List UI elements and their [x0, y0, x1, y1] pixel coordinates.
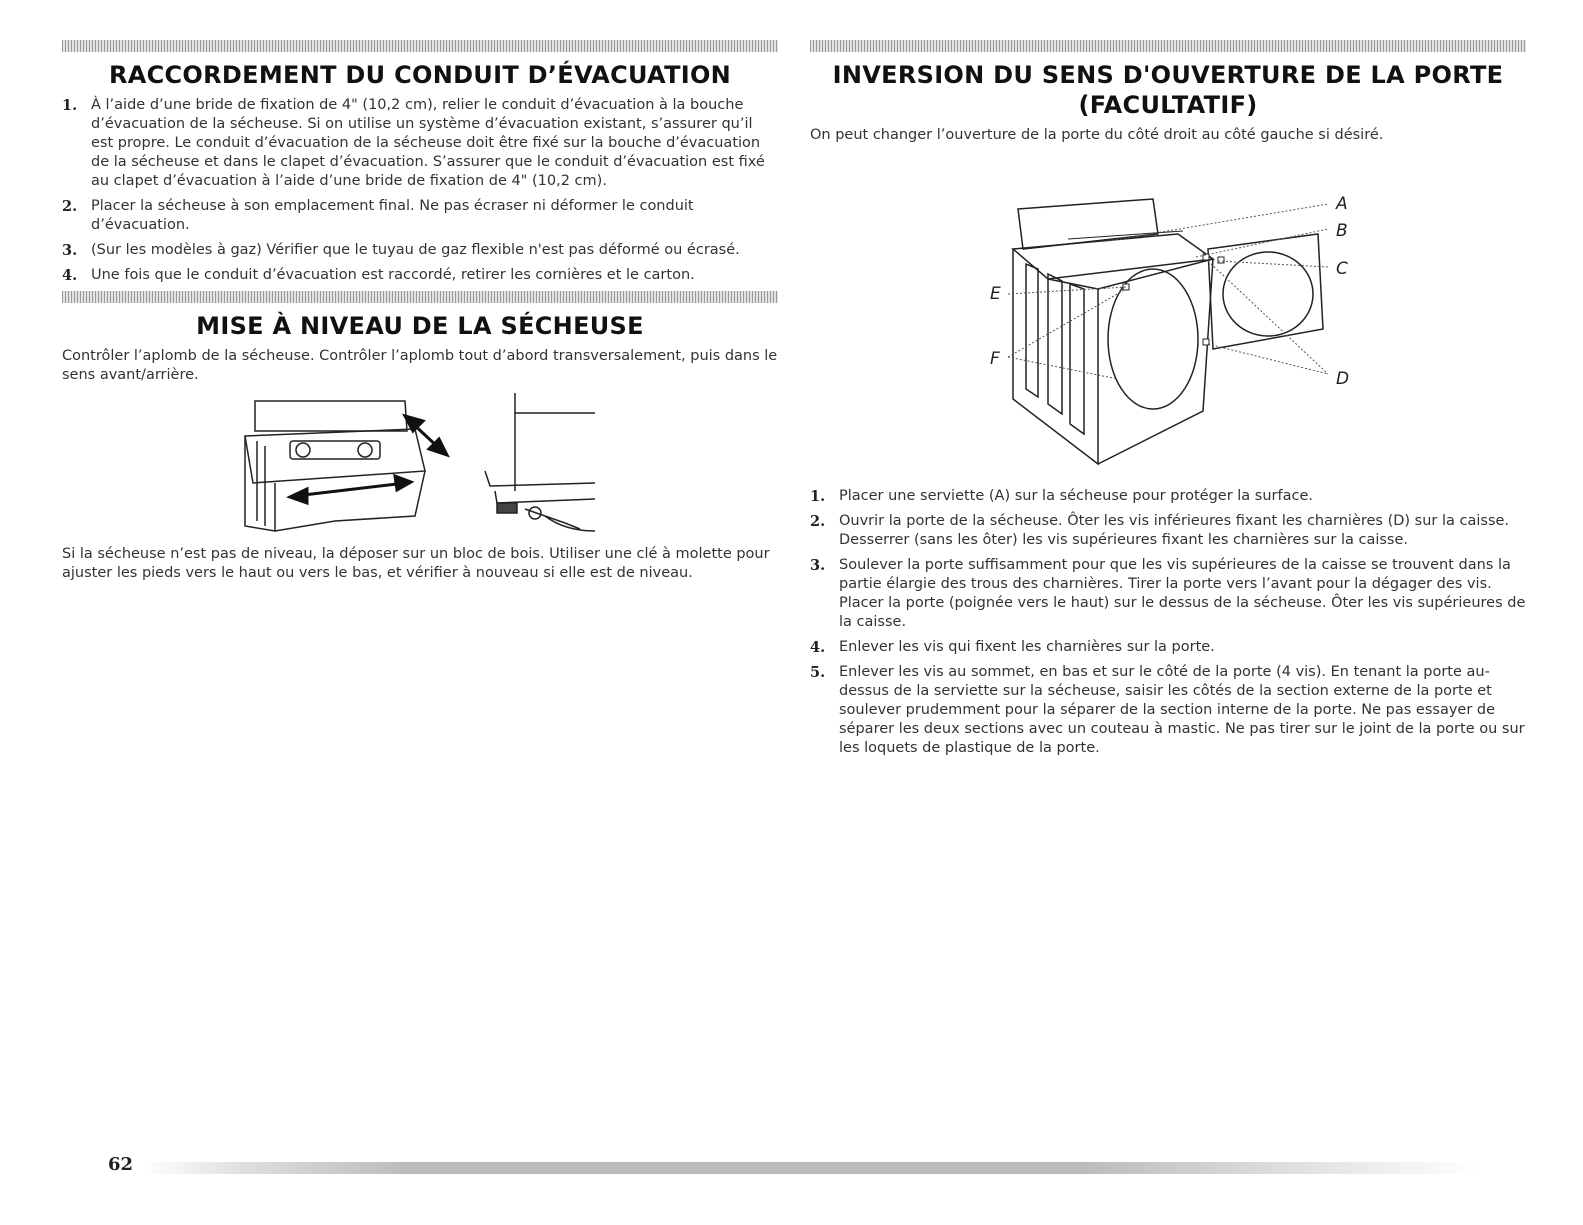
section-divider [62, 291, 778, 303]
list-item: 5. Enlever les vis au sommet, en bas et sur le côté de la porte (4 vis). En tenant la porte au-dessus de la serviette sur la sécheuse, saisir les côtés de la section externe de la porte et soulever prudemment pour la séparer de la section interne de la porte. Ne pas essayer de séparer les deux sections avec un couteau à mastic. Ne pas tirer sur le joint de la porte ou sur les loquets de plastique de la porte. [810, 664, 1525, 756]
page-footer [108, 1154, 1480, 1178]
list-item: 4. Une fois que le conduit d’évacuation est raccordé, retirer les cornières et le carton. [62, 267, 695, 284]
right-column [810, 40, 1526, 764]
leveling-instructions: Si la sécheuse n’est pas de niveau, la déposer sur un bloc de bois. Utiliser une clé à molette pour ajuster les pieds vers le haut ou vers le bas, et vérifier à nouveau si elle est de niveau. [62, 546, 770, 581]
label-c: C [1336, 259, 1348, 279]
leveling-illustration [235, 391, 605, 541]
list-item: 1. Placer une serviette (A) sur la sécheuse pour protéger la surface. [810, 488, 1313, 505]
door-reversal-illustration [978, 179, 1358, 479]
left-column [62, 40, 778, 589]
label-f: F [990, 349, 1000, 369]
section-divider [810, 40, 1526, 52]
section-title-exhaust: RACCORDEMENT DU CONDUIT D’ÉVACUATION [108, 61, 732, 89]
label-a: A [1336, 194, 1348, 214]
section-title-door-reversal: INVERSION DU SENS D'OUVERTURE DE LA PORTE (FACULTATIF) [832, 61, 1504, 119]
list-item: 4. Enlever les vis qui fixent les charnières sur la porte. [810, 639, 1215, 656]
exhaust-steps-list [62, 96, 778, 285]
section-divider [62, 40, 778, 52]
leveling-intro: Contrôler l’aplomb de la sécheuse. Contrôler l’aplomb tout d’abord transversalement, puis dans le sens avant/arrière. [62, 348, 778, 383]
list-item: 1. À l’aide d’une bride de fixation de 4" (10,2 cm), relier le conduit d’évacuation à la bouche d’évacuation de la sécheuse. Si on utilise un système d’évacuation existant, s’assurer qu’il est propre. Le conduit d’évacuation de la sécheuse doit être fixé sur la bouche d’évacuation de la sécheuse et dans le clapet d’évacuation. S’assurer que le conduit d’évacuation est fixé au clapet d’évacuation à l’aide d’une bride de fixation de 4" (10,2 cm). [62, 97, 765, 189]
door-intro: On peut changer l’ouverture de la porte du côté droit au côté gauche si désiré. [810, 127, 1384, 143]
label-b: B [1336, 221, 1348, 241]
list-item: 3. (Sur les modèles à gaz) Vérifier que le tuyau de gaz flexible n'est pas déformé ou écrasé. [62, 242, 740, 259]
list-item: 3. Soulever la porte suffisamment pour que les vis supérieures de la caisse se trouvent dans la partie élargie des trous des charnières. Tirer la porte vers l’avant pour la dégager des vis. Placer la porte (poignée vers le haut) sur le dessus de la sécheuse. Ôter les vis supérieures de la caisse. [810, 557, 1526, 630]
label-d: D [1336, 369, 1350, 389]
page-number: 62 [108, 1154, 134, 1175]
section-title-leveling: MISE À NIVEAU DE LA SÉCHEUSE [196, 312, 644, 340]
footer-bar [142, 1162, 1480, 1174]
door-steps-list [810, 487, 1526, 758]
list-item: 2. Ouvrir la porte de la sécheuse. Ôter les vis inférieures fixant les charnières (D) sur la caisse. Desserrer (sans les ôter) les vis supérieures fixant les charnières sur la caisse. [810, 513, 1510, 548]
label-e: E [990, 284, 1001, 304]
list-item: 2. Placer la sécheuse à son emplacement final. Ne pas écraser ni déformer le conduit d’évacuation. [62, 198, 694, 233]
